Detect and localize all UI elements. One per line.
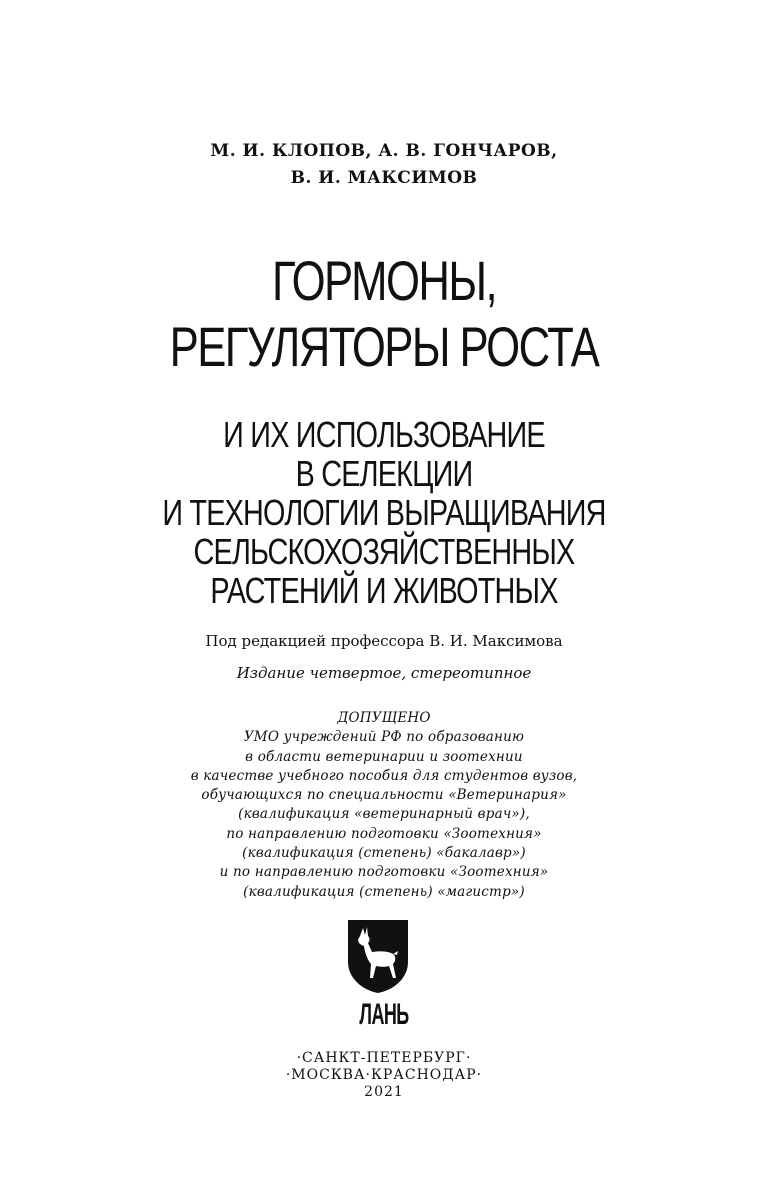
book-subtitle: [77, 415, 691, 610]
book-title: [84, 248, 683, 380]
subtitle-line-4: СЕЛЬСКОХОЗЯЙСТВЕННЫХ: [193, 531, 575, 572]
publisher-name: ЛАНЬ: [359, 998, 409, 1031]
authors-line-1: М. И. КЛОПОВ, А. В. ГОНЧАРОВ,: [210, 141, 558, 161]
approval-line: УМО учреждений РФ по образованию: [243, 729, 525, 746]
subtitle-line-3: И ТЕХНОЛОГИИ ВЫРАЩИВАНИЯ: [162, 492, 606, 533]
edition-note: Издание четвертое, стереотипное: [236, 664, 532, 682]
title-line-2: РЕГУЛЯТОРЫ РОСТА: [169, 315, 599, 378]
approval-line: (квалификация «ветеринарный врач»),: [238, 806, 530, 823]
subtitle-line-2: В СЕЛЕКЦИИ: [295, 453, 473, 494]
subtitle-line-5: РАСТЕНИЙ И ЖИВОТНЫХ: [210, 570, 558, 611]
imprint-city-line-2: ·МОСКВА·КРАСНОДАР·: [285, 1067, 483, 1083]
authors-line-2: В. И. МАКСИМОВ: [290, 168, 478, 188]
title-line-1: ГОРМОНЫ,: [271, 249, 497, 312]
approval-line: и по направлению подготовки «Зоотехния»: [219, 864, 549, 881]
approval-line: обучающихся по специальности «Ветеринария»: [201, 787, 567, 804]
editor-note: Под редакцией профессора В. И. Максимова: [205, 632, 563, 650]
authors-block: [0, 138, 768, 192]
approval-stamp: [0, 709, 768, 902]
approval-line: в области ветеринарии и зоотехнии: [245, 748, 523, 765]
approval-line: ДОПУЩЕНО: [337, 710, 431, 726]
approval-line: по направлению подготовки «Зоотехния»: [226, 825, 542, 842]
imprint-city-line-1: ·САНКТ-ПЕТЕРБУРГ·: [296, 1050, 472, 1066]
approval-line: (квалификация (степень) «бакалавр»): [242, 845, 526, 862]
imprint-year: 2021: [364, 1084, 404, 1100]
approval-line: (квалификация (степень) «магистр»): [243, 883, 525, 900]
approval-line: в качестве учебного пособия для студентов вузов,: [190, 767, 578, 784]
imprint-block: [0, 1050, 768, 1101]
deer-shield-icon: [346, 918, 410, 994]
subtitle-line-1: И ИХ ИСПОЛЬЗОВАНИЕ: [223, 414, 545, 455]
